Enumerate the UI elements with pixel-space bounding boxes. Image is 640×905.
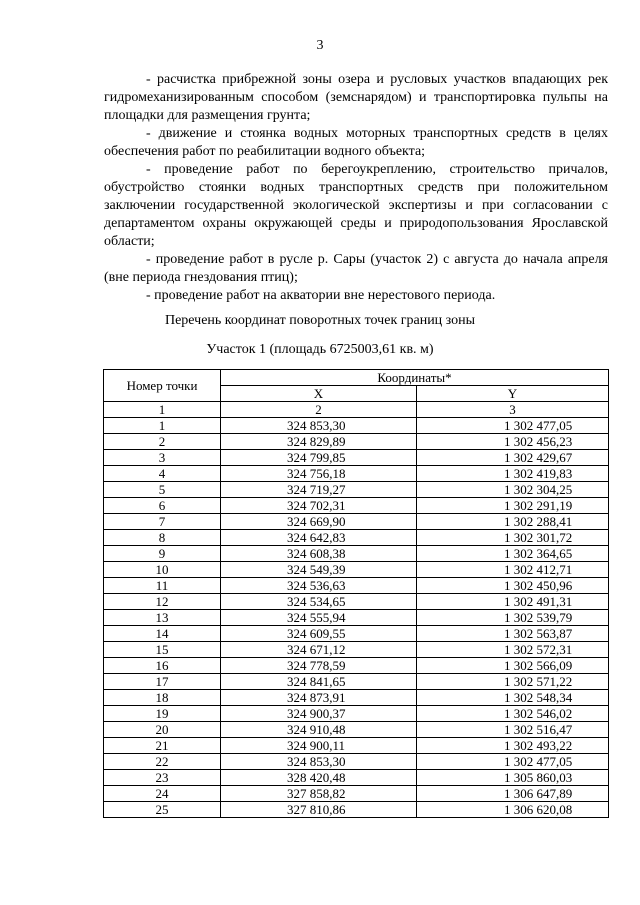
point-number-cell: 12 xyxy=(104,594,221,610)
y-coordinate-cell: 1 302 291,19 xyxy=(417,498,609,514)
y-coordinate-cell: 1 302 491,31 xyxy=(417,594,609,610)
table-row xyxy=(104,466,609,482)
x-coordinate-cell: 324 671,12 xyxy=(221,642,417,658)
table-row xyxy=(104,706,609,722)
point-number-cell: 16 xyxy=(104,658,221,674)
table-row xyxy=(104,578,609,594)
paragraph-vessel-movement: - движение и стоянка водных моторных транспортных средств в целях обеспечения работ по реабилитации водного объекта; xyxy=(104,126,608,159)
table-row xyxy=(104,626,609,642)
point-number-cell: 20 xyxy=(104,722,221,738)
x-coordinate-cell: 324 900,11 xyxy=(221,738,417,754)
table-row xyxy=(104,450,609,466)
header-coordinates: Координаты* xyxy=(221,370,609,386)
coordinates-table-body xyxy=(104,418,609,818)
header-x: X xyxy=(221,386,417,402)
table-row xyxy=(104,642,609,658)
table-row xyxy=(104,434,609,450)
point-number-cell: 11 xyxy=(104,578,221,594)
x-coordinate-cell: 327 810,86 xyxy=(221,802,417,818)
x-coordinate-cell: 324 642,83 xyxy=(221,530,417,546)
point-number-cell: 15 xyxy=(104,642,221,658)
y-coordinate-cell: 1 302 301,72 xyxy=(417,530,609,546)
x-coordinate-cell: 324 841,65 xyxy=(221,674,417,690)
table-row xyxy=(104,594,609,610)
paragraph-dredging: - расчистка прибрежной зоны озера и русловых участков впадающих рек гидромеханизированным способом (земснарядом) и транспортировка пульпы на площадки для размещения грунта; xyxy=(104,72,608,123)
point-number-cell: 2 xyxy=(104,434,221,450)
column-number-3: 3 xyxy=(417,402,609,418)
x-coordinate-cell: 324 756,18 xyxy=(221,466,417,482)
y-coordinate-cell: 1 306 647,89 xyxy=(417,786,609,802)
point-number-cell: 25 xyxy=(104,802,221,818)
coordinates-list-title: Перечень координат поворотных точек границ зоны xyxy=(164,313,476,328)
point-number-cell: 23 xyxy=(104,770,221,786)
table-row xyxy=(104,722,609,738)
x-coordinate-cell: 324 536,63 xyxy=(221,578,417,594)
y-coordinate-cell: 1 305 860,03 xyxy=(417,770,609,786)
column-number-2: 2 xyxy=(221,402,417,418)
x-coordinate-cell: 324 555,94 xyxy=(221,610,417,626)
point-number-cell: 13 xyxy=(104,610,221,626)
point-number-cell: 6 xyxy=(104,498,221,514)
x-coordinate-cell: 324 702,31 xyxy=(221,498,417,514)
y-coordinate-cell: 1 302 364,65 xyxy=(417,546,609,562)
x-coordinate-cell: 328 420,48 xyxy=(221,770,417,786)
point-number-cell: 5 xyxy=(104,482,221,498)
x-coordinate-cell: 324 669,90 xyxy=(221,514,417,530)
paragraph-sara-river: - проведение работ в русле р. Сары (участок 2) с августа до начала апреля (вне периода гнездования птиц); xyxy=(104,252,608,285)
point-number-cell: 21 xyxy=(104,738,221,754)
table-row xyxy=(104,482,609,498)
y-coordinate-cell: 1 302 304,25 xyxy=(417,482,609,498)
x-coordinate-cell: 324 873,91 xyxy=(221,690,417,706)
section-title: Участок 1 (площадь 6725003,61 кв. м) xyxy=(206,342,434,357)
y-coordinate-cell: 1 302 456,23 xyxy=(417,434,609,450)
x-coordinate-cell: 324 549,39 xyxy=(221,562,417,578)
table-row xyxy=(104,418,609,434)
table-row xyxy=(104,690,609,706)
x-coordinate-cell: 324 608,38 xyxy=(221,546,417,562)
point-number-cell: 24 xyxy=(104,786,221,802)
x-coordinate-cell: 324 910,48 xyxy=(221,722,417,738)
x-coordinate-cell: 324 900,37 xyxy=(221,706,417,722)
y-coordinate-cell: 1 306 620,08 xyxy=(417,802,609,818)
point-number-cell: 22 xyxy=(104,754,221,770)
y-coordinate-cell: 1 302 429,67 xyxy=(417,450,609,466)
table-row xyxy=(104,514,609,530)
y-coordinate-cell: 1 302 493,22 xyxy=(417,738,609,754)
point-number-cell: 14 xyxy=(104,626,221,642)
point-number-cell: 19 xyxy=(104,706,221,722)
y-coordinate-cell: 1 302 548,34 xyxy=(417,690,609,706)
y-coordinate-cell: 1 302 566,09 xyxy=(417,658,609,674)
x-coordinate-cell: 324 719,27 xyxy=(221,482,417,498)
table-row xyxy=(104,738,609,754)
y-coordinate-cell: 1 302 288,41 xyxy=(417,514,609,530)
table-row xyxy=(104,498,609,514)
x-coordinate-cell: 324 609,55 xyxy=(221,626,417,642)
table-row xyxy=(104,562,609,578)
point-number-cell: 8 xyxy=(104,530,221,546)
y-coordinate-cell: 1 302 539,79 xyxy=(417,610,609,626)
point-number-cell: 17 xyxy=(104,674,221,690)
header-y: Y xyxy=(417,386,609,402)
table-row xyxy=(104,802,609,818)
point-number-cell: 9 xyxy=(104,546,221,562)
table-row xyxy=(104,610,609,626)
table-row xyxy=(104,770,609,786)
point-number-cell: 10 xyxy=(104,562,221,578)
y-coordinate-cell: 1 302 450,96 xyxy=(417,578,609,594)
coordinates-table xyxy=(103,369,609,818)
y-coordinate-cell: 1 302 563,87 xyxy=(417,626,609,642)
y-coordinate-cell: 1 302 419,83 xyxy=(417,466,609,482)
column-number-1: 1 xyxy=(104,402,221,418)
y-coordinate-cell: 1 302 516,47 xyxy=(417,722,609,738)
paragraph-water-area: - проведение работ на акватории вне нерестового периода. xyxy=(146,288,496,303)
table-row xyxy=(104,674,609,690)
table-row xyxy=(104,546,609,562)
x-coordinate-cell: 324 778,59 xyxy=(221,658,417,674)
y-coordinate-cell: 1 302 546,02 xyxy=(417,706,609,722)
table-row xyxy=(104,658,609,674)
y-coordinate-cell: 1 302 571,22 xyxy=(417,674,609,690)
x-coordinate-cell: 327 858,82 xyxy=(221,786,417,802)
page-number: 3 xyxy=(316,38,324,53)
y-coordinate-cell: 1 302 477,05 xyxy=(417,754,609,770)
table-row xyxy=(104,754,609,770)
table-row xyxy=(104,786,609,802)
point-number-cell: 7 xyxy=(104,514,221,530)
header-point-number: Номер точки xyxy=(104,370,221,402)
paragraph-shore-works: - проведение работ по берегоукреплению, строительство причалов, обустройство стоянки водных транспортных средств при положительном заключении государственной экологической экспертизы и при согласовании с департаментом охраны окружающей среды и природопользования Ярославской области; xyxy=(104,162,608,249)
restrictions-list xyxy=(104,71,608,305)
x-coordinate-cell: 324 829,89 xyxy=(221,434,417,450)
point-number-cell: 3 xyxy=(104,450,221,466)
y-coordinate-cell: 1 302 412,71 xyxy=(417,562,609,578)
table-row xyxy=(104,530,609,546)
x-coordinate-cell: 324 534,65 xyxy=(221,594,417,610)
y-coordinate-cell: 1 302 477,05 xyxy=(417,418,609,434)
point-number-cell: 1 xyxy=(104,418,221,434)
x-coordinate-cell: 324 853,30 xyxy=(221,754,417,770)
point-number-cell: 18 xyxy=(104,690,221,706)
x-coordinate-cell: 324 799,85 xyxy=(221,450,417,466)
point-number-cell: 4 xyxy=(104,466,221,482)
x-coordinate-cell: 324 853,30 xyxy=(221,418,417,434)
y-coordinate-cell: 1 302 572,31 xyxy=(417,642,609,658)
